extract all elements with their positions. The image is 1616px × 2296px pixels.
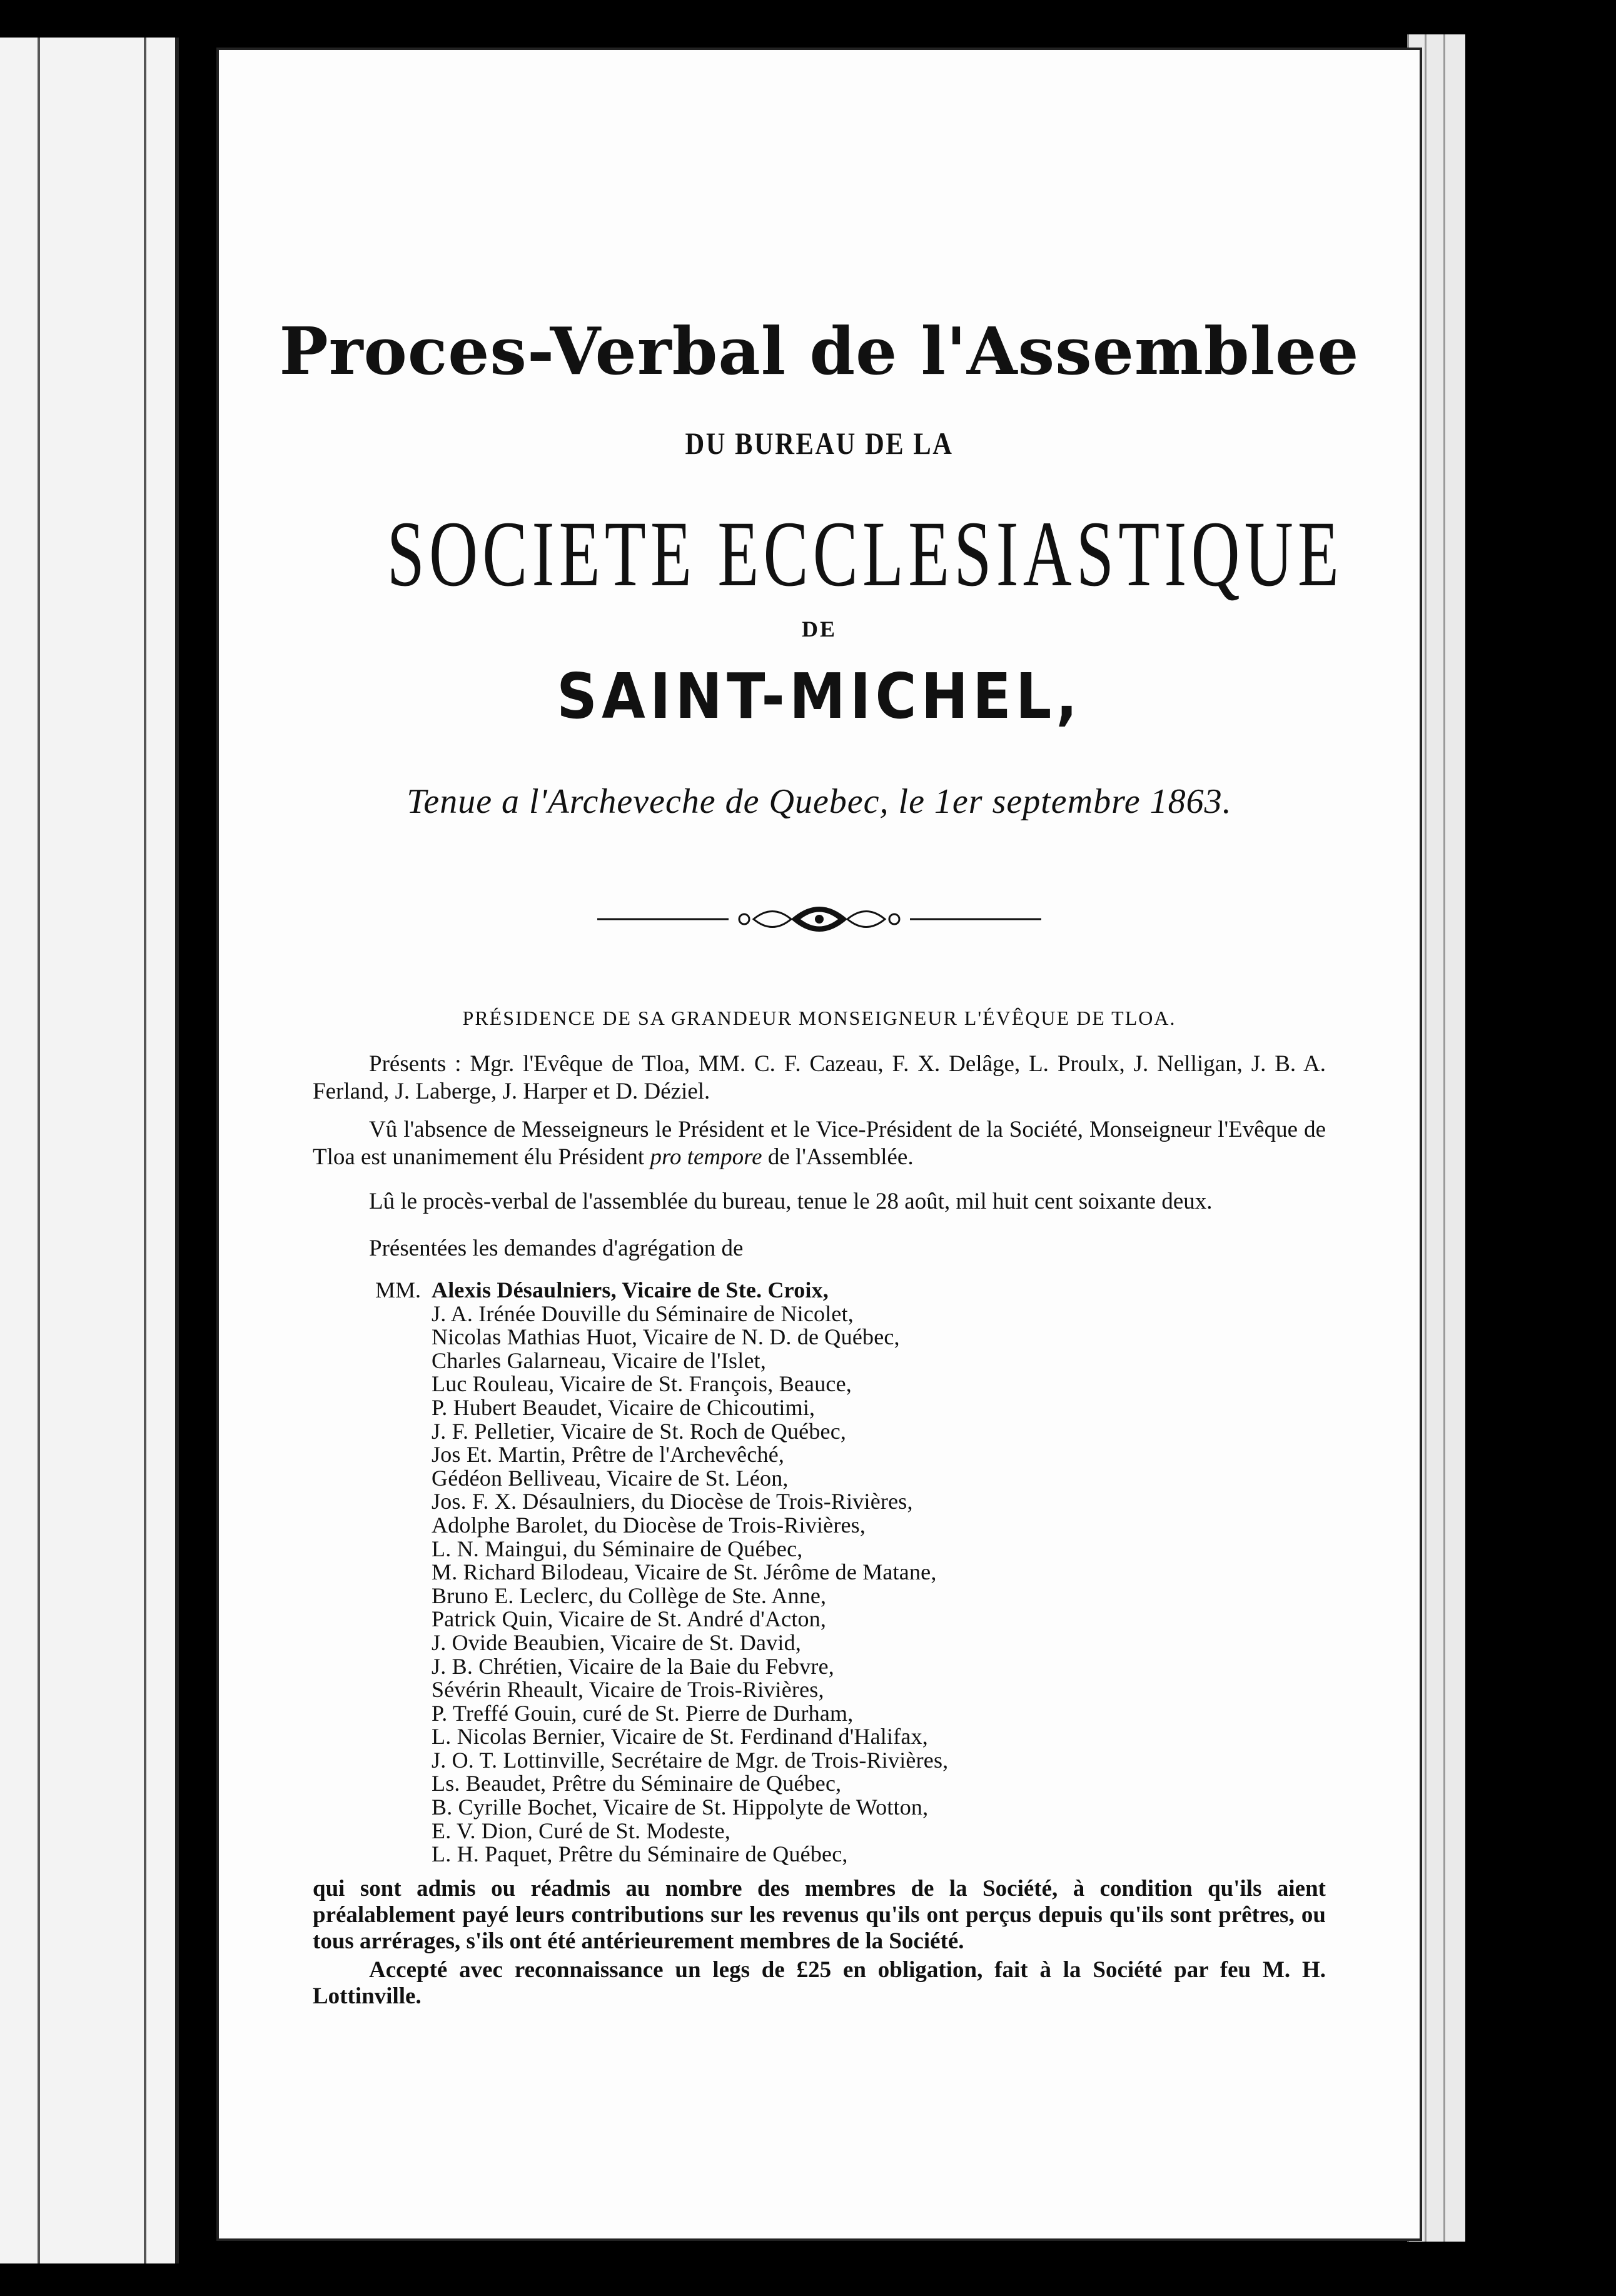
candidate-item: Luc Rouleau, Vicaire de St. François, Beauce, xyxy=(432,1371,852,1397)
candidates-list xyxy=(432,1279,948,1866)
page-edge-line xyxy=(1425,34,1427,2242)
candidate-item: Charles Galarneau, Vicaire de l'Islet, xyxy=(432,1347,767,1373)
presented-paragraph: Présentées les demandes d'agrégation de xyxy=(369,1236,744,1261)
candidate-item: Ls. Beaudet, Prêtre du Séminaire de Québec, xyxy=(432,1771,842,1796)
society-name: SOCIETE ECCLESIASTIQUE xyxy=(386,502,1344,606)
connector-word: DE xyxy=(801,617,837,642)
absence-paragraph xyxy=(313,1116,1326,1171)
candidate-item: J. O. T. Lottinville, Secrétaire de Mgr. de Trois-Rivières, xyxy=(432,1747,949,1773)
mm-label: MM. xyxy=(375,1277,422,1302)
absence-text: Vû l'absence de Messeigneurs le Président et le Vice-Président de la Société, Monseigneur l'Evêque de Tloa est unanimement élu Président xyxy=(313,1117,1326,1170)
candidate-item: Adolphe Barolet, du Diocèse de Trois-Rivières, xyxy=(432,1512,866,1538)
candidate-item: Nicolas Mathias Huot, Vicaire de N. D. de Québec, xyxy=(432,1324,900,1350)
page-edge-line xyxy=(38,38,40,2263)
legacy-paragraph: Accepté avec reconnaissance un legs de £25 en obligation, fait à la Société par feu M. H. Lottinville. xyxy=(313,1957,1326,2009)
candidate-item: M. Richard Bilodeau, Vicaire de St. Jérôme de Matane, xyxy=(432,1559,937,1585)
candidate-item: J. B. Chrétien, Vicaire de la Baie du Febvre, xyxy=(432,1653,834,1679)
admission-paragraph: qui sont admis ou réadmis au nombre des membres de la Société, à condition qu'ils aient préalablement payé leurs contributions sur les revenus qu'ils ont perçus depuis qu'ils sont prêtres, ou tous arrérages, s'ils ont été antérieurement membres de la Société. xyxy=(313,1876,1326,1954)
candidate-item: P. Treffé Gouin, curé de St. Pierre de Durham, xyxy=(432,1700,854,1726)
candidate-item: Patrick Quin, Vicaire de St. André d'Acton, xyxy=(432,1606,827,1632)
candidate-item: J. A. Irénée Douville du Séminaire de Nicolet, xyxy=(432,1301,854,1326)
candidate-item: Jos. F. X. Désaulniers, du Diocèse de Trois-Rivières, xyxy=(432,1489,913,1514)
minutes-paragraph: Lû le procès-verbal de l'assemblée du bureau, tenue le 28 août, mil huit cent soixante deux. xyxy=(369,1189,1213,1214)
candidate-item: E. V. Dion, Curé de St. Modeste, xyxy=(432,1818,731,1843)
candidate-item: P. Hubert Beaudet, Vicaire de Chicoutimi, xyxy=(432,1394,816,1420)
ornament-divider-icon xyxy=(597,897,1041,941)
candidate-item: L. H. Paquet, Prêtre du Séminaire de Québec, xyxy=(432,1841,848,1867)
candidate-item: Sévérin Rheault, Vicaire de Trois-Rivières, xyxy=(432,1677,824,1703)
candidate-item: Jos Et. Martin, Prêtre de l'Archevêché, xyxy=(432,1442,785,1468)
pro-tempore-text: pro tempore xyxy=(650,1144,762,1170)
document-page xyxy=(219,50,1420,2238)
page-edge-line xyxy=(1443,34,1445,2242)
meeting-date-line: Tenue a l'Archeveche de Quebec, le 1er septembre 1863. xyxy=(407,782,1232,821)
attendees-paragraph: Présents : Mgr. l'Evêque de Tloa, MM. C. F. Cazeau, F. X. Delâge, L. Proulx, J. Nelligan, J. B. A. Ferland, J. Laberge, J. Harper et D. Déziel. xyxy=(313,1051,1326,1104)
candidate-item: J. F. Pelletier, Vicaire de St. Roch de Québec, xyxy=(432,1418,847,1444)
place-name: SAINT-MICHEL, xyxy=(557,660,1082,733)
document-title: Proces-Verbal de l'Assemblee xyxy=(279,313,1360,390)
candidate-item: L. Nicolas Bernier, Vicaire de St. Ferdinand d'Halifax, xyxy=(432,1724,928,1750)
candidate-item: B. Cyrille Bochet, Vicaire de St. Hippolyte de Wotton, xyxy=(432,1795,929,1820)
previous-page-edge xyxy=(0,38,179,2263)
presidency-heading: PRÉSIDENCE DE SA GRANDEUR MONSEIGNEUR L'ÉVÊQUE DE TLOA. xyxy=(462,1007,1176,1029)
absence-text-end: de l'Assemblée. xyxy=(762,1144,914,1170)
document-subtitle: DU BUREAU DE LA xyxy=(685,426,954,461)
candidate-item: Alexis Désaulniers, Vicaire de Ste. Croix, xyxy=(432,1277,829,1302)
candidate-item: J. Ovide Beaubien, Vicaire de St. David, xyxy=(432,1629,802,1655)
candidate-item: Bruno E. Leclerc, du Collège de Ste. Anne, xyxy=(432,1583,827,1608)
page-edge-line xyxy=(144,38,146,2263)
candidate-item: L. N. Maingui, du Séminaire de Québec, xyxy=(432,1536,803,1561)
candidate-item: Gédéon Belliveau, Vicaire de St. Léon, xyxy=(432,1465,789,1491)
